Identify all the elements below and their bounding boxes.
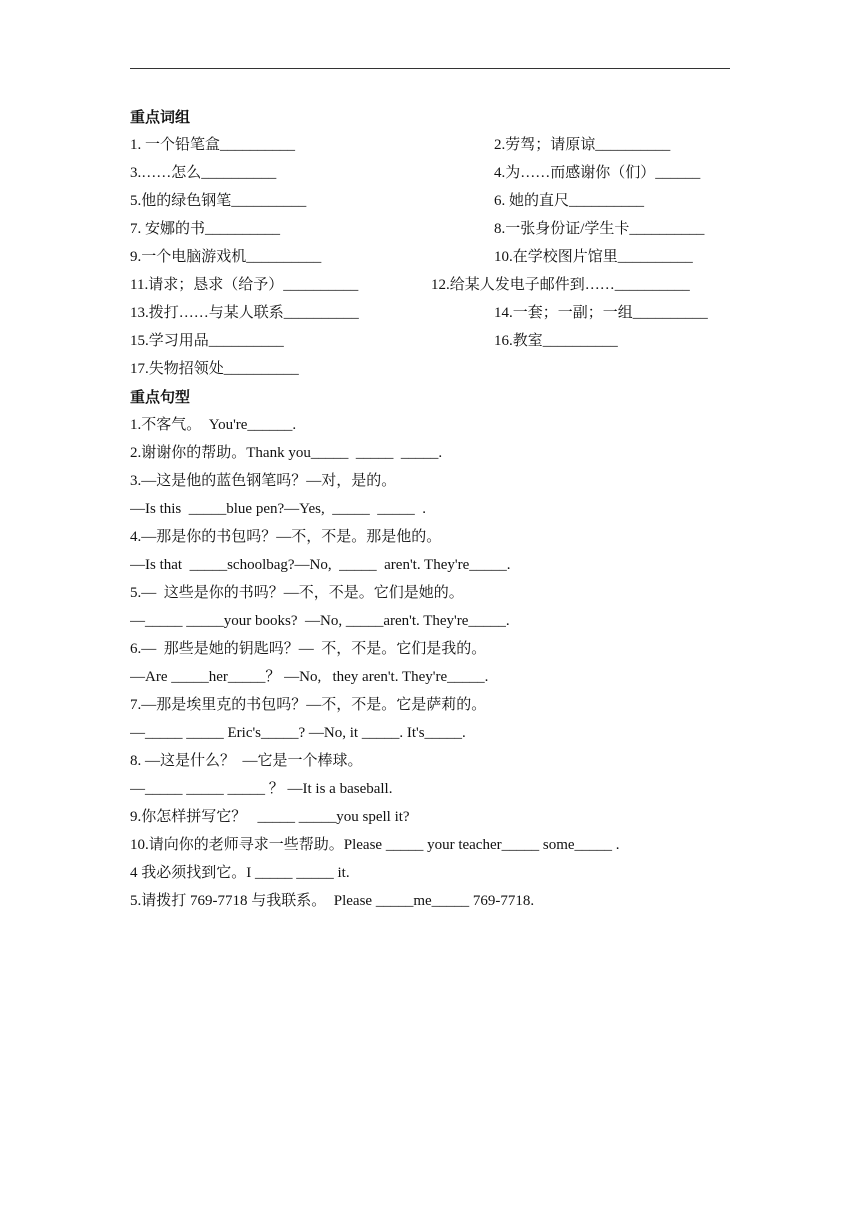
phrase-item: 11.请求；恳求（给予）__________ [130,277,359,293]
sentence-line: —Is this _____blue pen?—Yes, _____ _____ . [130,501,426,517]
phrase-row [130,187,730,215]
phrase-item: 15.学习用品__________ [130,333,284,349]
sentence-line: 4 我必须找到它。I _____ _____ it. [130,865,350,881]
sentence-line: —_____ _____ _____ ？ —It is a baseball. [130,781,393,797]
phrase-row [130,327,730,355]
sentence-line: 3.—这是他的蓝色钢笔吗？—对，是的。 [130,473,397,489]
phrase-item: 3.……怎么__________ [130,165,277,181]
phrase-item: 12.给某人发电子邮件到……__________ [431,277,690,293]
phrase-item: 7. 安娜的书__________ [130,221,281,237]
phrase-row [130,215,730,243]
sentence-line: 7.—那是埃里克的书包吗？—不，不是。它是萨莉的。 [130,697,487,713]
phrase-item: 1. 一个铅笔盒__________ [130,137,296,153]
worksheet [130,103,730,915]
sentence-line: —Are _____her_____？ —No, they aren't. They're_____. [130,669,489,685]
phrase-row [130,355,730,383]
section-heading-sentences: 重点句型 [130,388,191,406]
sentence-line: 10.请向你的老师寻求一些帮助。Please _____ your teacher_____ some_____ . [130,837,620,853]
phrase-row [130,159,730,187]
header-rule [130,68,730,69]
sentence-line: 1.不客气。 You're______. [130,417,297,433]
phrase-item: 14.一套；一副；一组__________ [494,305,708,321]
phrase-row [130,299,730,327]
sentence-line: 5.请拨打 769-7718 与我联系。 Please _____me_____ 769-7718. [130,893,535,909]
phrase-item: 17.失物招领处__________ [130,361,299,377]
phrase-item: 2.劳驾；请原谅__________ [494,137,671,153]
sentence-line: 9.你怎样拼写它？ _____ _____you spell it? [130,809,410,825]
phrase-item: 6. 她的直尺__________ [494,193,645,209]
phrase-item: 8.一张身份证/学生卡__________ [494,221,705,237]
sentence-line: 4.—那是你的书包吗？—不，不是。那是他的。 [130,529,442,545]
phrase-item: 13.拨打……与某人联系__________ [130,305,359,321]
section-heading-phrases: 重点词组 [130,108,191,126]
phrase-item: 16.教室__________ [494,333,618,349]
sentence-line: —_____ _____ Eric's_____? —No, it _____. It's_____. [130,725,466,741]
sentence-line: 2.谢谢你的帮助。Thank you_____ _____ _____. [130,445,443,461]
phrase-item: 10.在学校图片馆里__________ [494,249,693,265]
phrase-item: 5.他的绿色钢笔__________ [130,193,307,209]
sentence-line: 5.— 这些是你的书吗？—不，不是。它们是她的。 [130,585,464,601]
phrase-item: 9.一个电脑游戏机__________ [130,249,322,265]
sentence-line: —Is that _____schoolbag?—No, _____ aren't. They're_____. [130,557,511,573]
phrase-row [130,131,730,159]
sentence-line: —_____ _____your books? —No, _____aren't. They're_____. [130,613,510,629]
sentence-line: 6.— 那些是她的钥匙吗？— 不，不是。它们是我的。 [130,641,487,657]
phrase-row [130,271,730,299]
phrase-item: 4.为……而感谢你（们）______ [494,165,701,181]
sentence-line: 8. —这是什么？ —它是一个棒球。 [130,753,363,769]
phrase-row [130,243,730,271]
